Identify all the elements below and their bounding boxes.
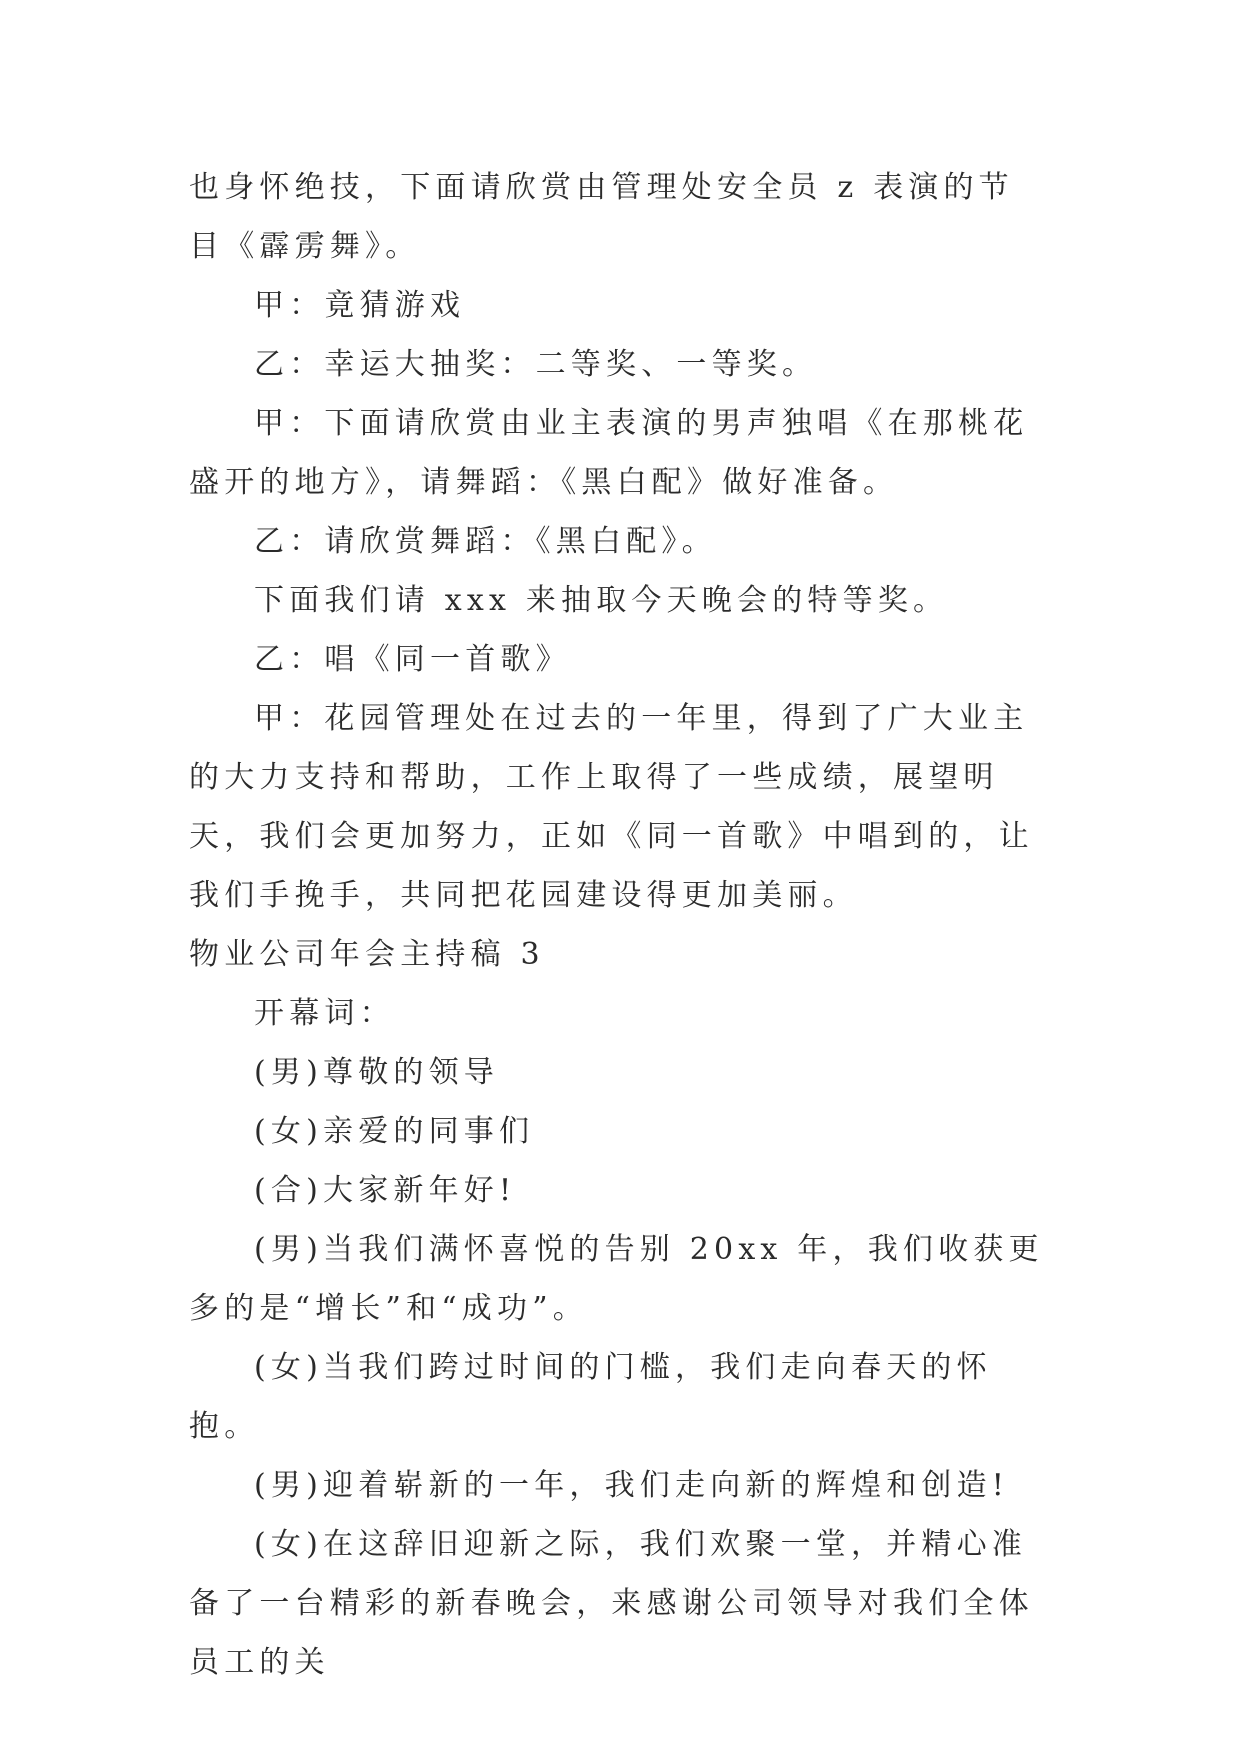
paragraph-dance: 乙：请欣赏舞蹈：《黑白配》。 — [254, 524, 717, 559]
paragraph-solo-song: 甲：下面请欣赏由业主表演的男声独唱《在那桃花盛开的地方》，请舞蹈：《黑白配》做好准备。 — [189, 406, 1029, 500]
paragraph-female-line-1: (女)当我们跨过时间的门槛，我们走向春天的怀抱。 — [189, 1350, 992, 1444]
paragraph-joint-greeting: (合)大家新年好! — [254, 1173, 517, 1208]
paragraph-female-greeting: (女)亲爱的同事们 — [254, 1114, 535, 1149]
paragraph-song: 乙：唱《同一首歌》 — [254, 642, 571, 677]
paragraph-grand-prize: 下面我们请 xxx 来抽取今天晚会的特等奖。 — [254, 583, 949, 618]
paragraph-lucky-draw: 乙：幸运大抽奖：二等奖、一等奖。 — [254, 347, 818, 382]
paragraph-intro: 也身怀绝技，下面请欣赏由管理处安全员 z 表演的节目《霹雳舞》。 — [189, 170, 1014, 264]
paragraph-male-line-1: (男)当我们满怀喜悦的告别 20xx 年，我们收获更多的是“增长”和“成功”。 — [189, 1232, 1044, 1326]
paragraph-guessing-game: 甲：竟猜游戏 — [254, 288, 466, 323]
section-heading: 物业公司年会主持稿 3 — [189, 937, 545, 972]
paragraph-opening-label: 开幕词： — [254, 996, 395, 1031]
paragraph-male-line-2: (男)迎着崭新的一年，我们走向新的辉煌和创造! — [254, 1468, 1010, 1503]
paragraph-male-greeting: (男)尊敬的领导 — [254, 1055, 500, 1090]
paragraph-female-line-2: (女)在这辞旧迎新之际，我们欢聚一堂，并精心准备了一台精彩的新春晚会，来感谢公司领导对我们全体员工的关 — [189, 1527, 1034, 1680]
paragraph-closing-remarks: 甲：花园管理处在过去的一年里，得到了广大业主的大力支持和帮助，工作上取得了一些成绩，展望明天，我们会更加努力，正如《同一首歌》中唱到的，让我们手挽手，共同把花园建设得更加美丽。 — [189, 701, 1034, 913]
document-page — [189, 158, 1049, 1692]
